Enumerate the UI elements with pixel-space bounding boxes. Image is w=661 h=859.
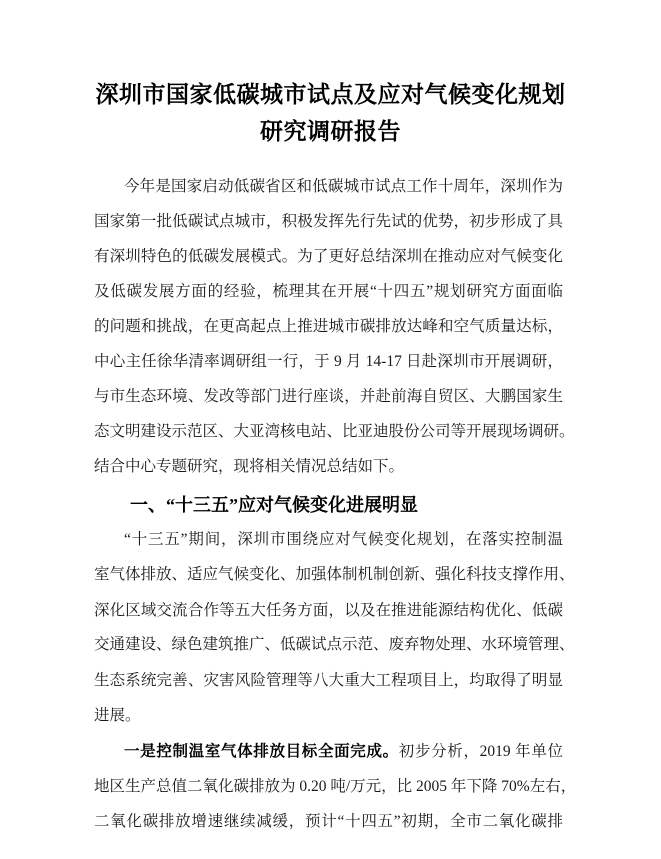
- text-line: [124, 741, 563, 763]
- point-lead: 一是控制温室气体排放目标全面完成。: [124, 743, 399, 760]
- text-line: 的问题和挑战，在更高起点上推进城市碳排放达峰和空气质量达标，: [94, 318, 563, 335]
- text-line: 进展。: [94, 707, 141, 724]
- document-title-line-1: 深圳市国家低碳城市试点及应对气候变化规划: [95, 82, 566, 107]
- point-text: 初步分析，2019 年单位: [398, 743, 563, 760]
- section-heading: 一、“十三五”应对气候变化进展明显: [130, 495, 418, 515]
- text-line: 二氧化碳排放增速继续减缓，预计“十四五”初期，全市二氧化碳排: [94, 813, 563, 830]
- text-line: 国家第一批低碳试点城市，积极发挥先行先试的优势，初步形成了具: [94, 213, 563, 230]
- text-line: 中心主任徐华清率调研组一行，于 9 月 14-17 日赴深圳市开展调研，: [94, 353, 563, 370]
- text-line: 交通建设、绿色建筑推广、低碳试点示范、废弃物处理、水环境管理、: [94, 636, 575, 653]
- text-line: 今年是国家启动低碳省区和低碳城市试点工作十周年，深圳作为: [124, 178, 563, 195]
- text-line: 室气体排放、适应气候变化、加强体制机制创新、强化科技支撑作用、: [94, 566, 575, 583]
- text-line: “十三五”期间，深圳市围绕应对气候变化规划，在落实控制温: [124, 531, 563, 548]
- text-line: 地区生产总值二氧化碳排放为 0.20 吨/万元，比 2005 年下降 70%左右，: [94, 778, 577, 795]
- text-line: 生态系统完善、灾害风险管理等八大重大工程项目上，均取得了明显: [94, 672, 563, 689]
- text-line: 及低碳发展方面的经验，梳理其在开展“十四五”规划研究方面面临: [94, 283, 563, 300]
- text-line: 有深圳特色的低碳发展模式。为了更好总结深圳在推动应对气候变化: [94, 248, 563, 265]
- text-line: 与市生态环境、发改等部门进行座谈，并赴前海自贸区、大鹏国家生: [94, 388, 563, 405]
- document-title-line-2: 研究调研报告: [260, 119, 401, 144]
- text-line: 深化区域交流合作等五大任务方面，以及在推进能源结构优化、低碳: [94, 602, 563, 619]
- text-line: 态文明建设示范区、大亚湾核电站、比亚迪股份公司等开展现场调研。: [94, 423, 575, 440]
- text-line: 结合中心专题研究，现将相关情况总结如下。: [94, 458, 405, 475]
